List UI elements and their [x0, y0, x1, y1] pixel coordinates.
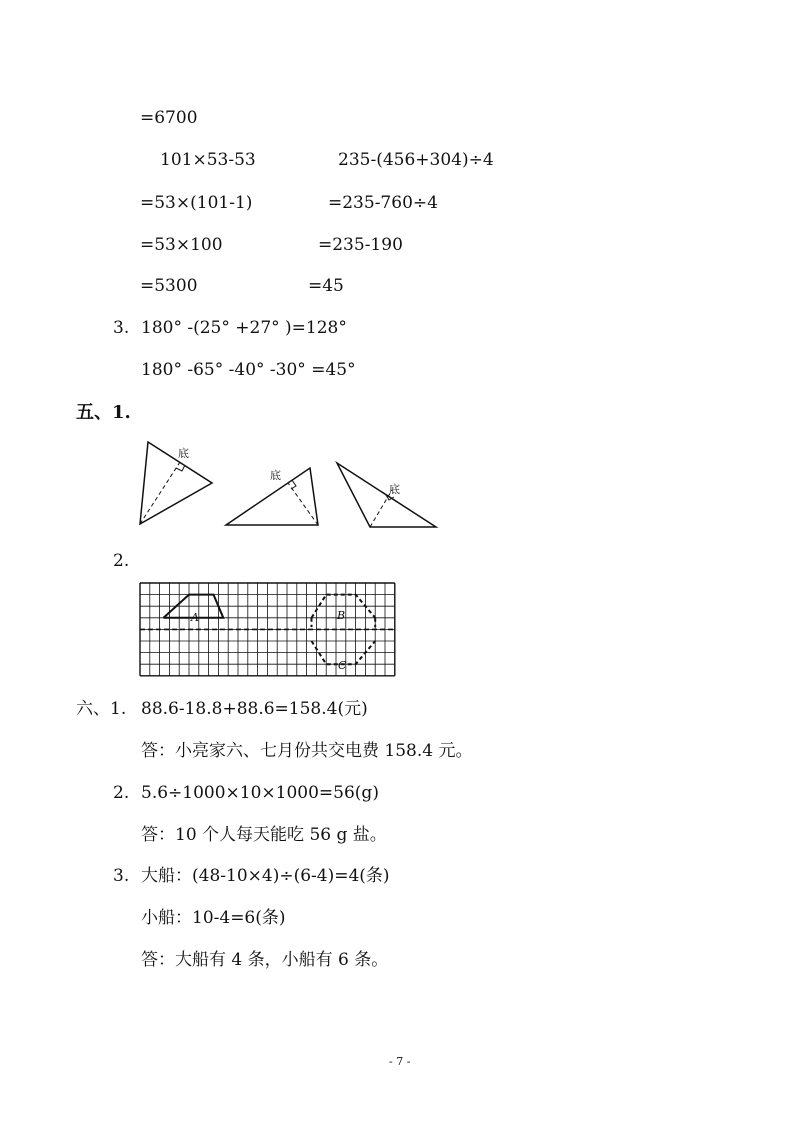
- calc-right-step-2: =235-760÷4: [328, 193, 438, 213]
- angle-calc-line-1: 180° -(25° +27° )=128°: [141, 318, 347, 338]
- boats-answer: 答：大船有 4 条，小船有 6 条。: [141, 950, 389, 970]
- question-6-3-number: 3.: [113, 866, 130, 886]
- electricity-answer: 答：小亮家六、七月份共交电费 158.4 元。: [141, 741, 473, 761]
- question-number-2: 2.: [113, 551, 130, 571]
- electricity-calc: 88.6-18.8+88.6=158.4(元): [141, 699, 368, 719]
- calc-left-step-1: 101×53-53: [160, 150, 256, 170]
- base-label-1: 底: [178, 447, 189, 460]
- section-5-heading: 五、1.: [76, 402, 131, 423]
- page-number: - 7 -: [389, 1055, 411, 1068]
- salt-answer: 答：10 个人每天能吃 56 g 盐。: [141, 825, 387, 845]
- big-boat-calc: 大船：(48-10×4)÷(6-4)=4(条): [141, 866, 390, 886]
- calc-left-step-3: =53×100: [140, 235, 223, 255]
- section-6-heading: 六、1.: [76, 699, 127, 719]
- calc-result-6700: =6700: [140, 108, 198, 128]
- salt-calc: 5.6÷1000×10×1000=56(g): [141, 783, 379, 803]
- base-label-2: 底: [270, 469, 281, 482]
- calc-right-step-4: =45: [308, 276, 344, 296]
- base-label-3: 底: [389, 483, 400, 496]
- angle-calc-line-2: 180° -65° -40° -30° =45°: [141, 360, 356, 380]
- calc-right-step-3: =235-190: [318, 235, 403, 255]
- calc-left-step-2: =53×(101-1): [140, 193, 253, 213]
- shape-label-a: A: [191, 611, 199, 624]
- calc-right-step-1: 235-(456+304)÷4: [338, 150, 494, 170]
- question-number-3: 3.: [113, 318, 130, 338]
- small-boat-calc: 小船：10-4=6(条): [141, 908, 286, 928]
- shape-label-c: C: [338, 659, 347, 672]
- shape-label-b: B: [337, 609, 346, 622]
- question-6-2-number: 2.: [113, 783, 130, 803]
- calc-left-step-4: =5300: [140, 276, 198, 296]
